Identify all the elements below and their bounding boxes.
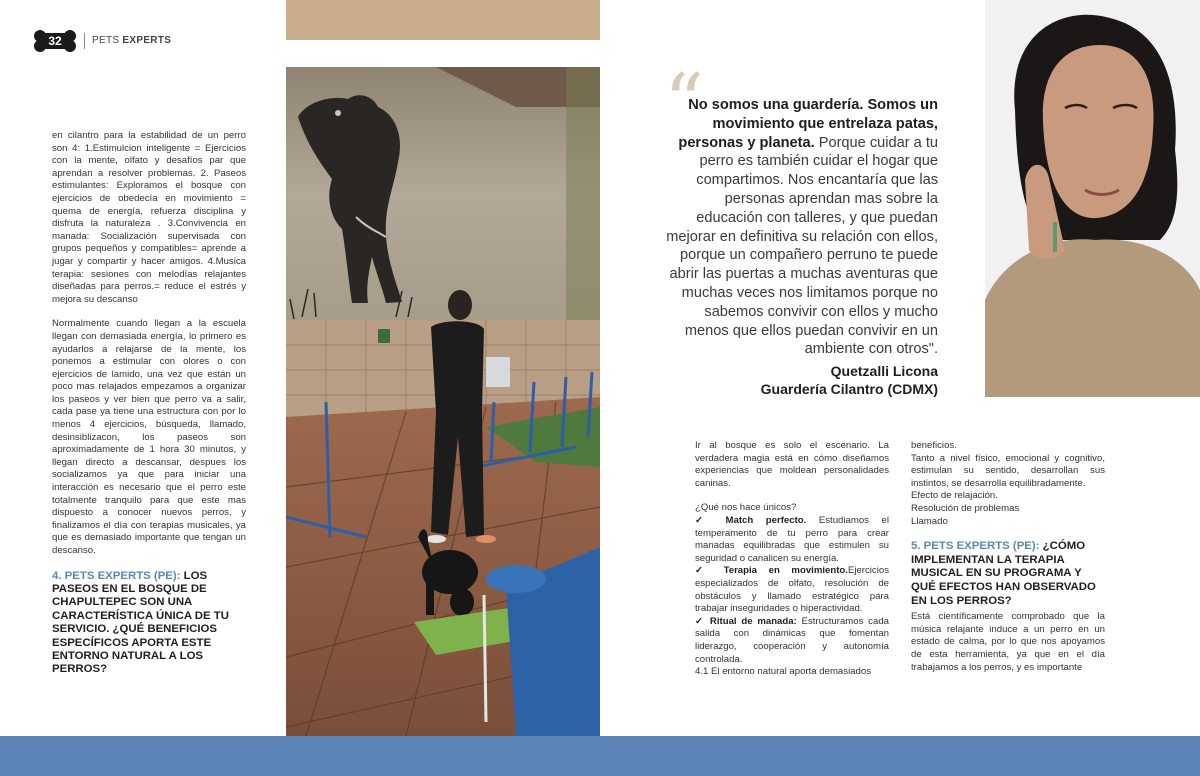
quote-author [662, 362, 938, 398]
right-text-column [911, 440, 1105, 674]
question-4-text: LOS PASEOS EN EL BOSQUE DE CHAPULTEPEC SON UNA CARACTERÍSTICA ÚNICA DE TU SERVICIO. ¿QUÉ BENEFICIOS ESPECÍFICOS APORTA ESTE ENTORNO NATURAL A LOS PERROS? [52, 569, 229, 676]
page-number: 32 [48, 34, 62, 48]
benefit-line-1: beneficios. [911, 440, 957, 451]
question-5-brand: 5. PETS EXPERTS (PE): [911, 540, 1040, 553]
author-name: Quetzalli Licona [830, 363, 938, 379]
point-4-1: 4.1 El entorno natural aporta demasiados [695, 666, 871, 678]
feature-item-1-text: Estudiamos el temperamento de tu perro para crear manadas equilibradas que estimulen su seguridad o canalicen su energía. [695, 514, 890, 564]
benefit-line-4: Resolución de problemas [911, 502, 1020, 514]
brand-bold: EXPERTS [122, 35, 172, 46]
left-paragraph-2: Normalmente cuando llegan a la escuela llegan con demasiada energía, lo primero es ayudarlos a relajarse de la mente, los ponemos a estimular con olores o con ejercicios de lamido, una vez que están un poco mas relajados empezamos a organizar los paseos y ver bien que perro va a salir, cada pase ya tiene una estructura con por lo menos 4 ejercicios, búsqueda, llamado, desinsiblizacon, los paseos son aproximadamente de 1 hora 30 minutos, y llegan directo a descansar, despues los socializamos ya que para iniciar una interacción es necesario que el perro este totalmente tranquilo para que este mas dispuesto a conocer nuevos perros, y finalizamos el día con terapias musicales, ya que es demasiado importante que tengan un descanso. [52, 318, 246, 556]
left-paragraph-1: en cilantro para la estabilidad de un perro son 4: 1.Estimulcion inteligente = Ejercicios con la mente, olfato y desafíos par que aprendan a resolver problemas. 2. Paseos estimulantes: Exploramos el bosque con ejercicios de obedecía en movimiento = quema de energía, refuerza disciplina y disfruta la naturaleza . 3.Convivencia en manada: Socialización supervisada con grupos pequeños y compatibles= aprende a jugar y compartir y hacer amigos. 4.Musica terapia: sesiones con melodías relajantes diseñadas para perros.= reduce el estrés y mejora su descanso [52, 130, 246, 305]
answer-5: Está científicamente comprobado que la música relajante induce a un perro en un estado de calma, por lo que nos apoyamos de esta herramienta, ya que en el día trabajamos a los perros, y es importante [911, 611, 1105, 673]
portrait-illustration [985, 0, 1200, 397]
benefit-line-5: Llamado [911, 515, 948, 527]
feature-item-2 [695, 565, 889, 615]
feature-item-1 [695, 515, 889, 565]
brand-light: PETS [92, 35, 120, 46]
quote-mark: “ [664, 58, 704, 148]
benefit-line-3: Efecto de relajación. [911, 490, 998, 502]
pull-quote [662, 96, 938, 359]
feature-item-3-label: ✓ Ritual de manada: [695, 615, 797, 627]
training-photo-illustration [286, 67, 600, 736]
feature-item-1-label: ✓ Match perfecto. [695, 514, 807, 526]
feature-item-2-label: ✓ Terapia en movimiento. [695, 565, 848, 577]
question-5-text: ¿CÓMO IMPLEMENTAN LA TERAPIA MUSICAL EN SU PROGRAMA Y QUÉ EFECTOS HAN OBSERVADO EN LOS PERROS? [911, 540, 1096, 607]
pull-quote-bold: No somos una guardería. Somos un movimiento que entrelaza patas, personas y planeta. [678, 97, 938, 151]
magazine-brand [92, 35, 171, 46]
middle-intro: Ir al bosque es solo el escenario. La verdadera magia está en cómo diseñamos experiencias que moldean personalidades caninas. [695, 440, 889, 489]
page-number-badge [34, 30, 76, 52]
feature-item-2-text: Ejercicios especializados de olfato, resolución de obstáculos y llamado estratégico para trabajar inseguridades o hiperactividad. [695, 565, 889, 615]
top-color-band [286, 0, 600, 40]
feature-item-3-text: Estructuramos cada salida con dinámicas que fomentan liderazgo, cooperación y autonomía controlada. [695, 615, 889, 665]
left-text-column [52, 130, 246, 689]
training-photo [286, 67, 600, 736]
author-org: Guardería Cilantro (CDMX) [760, 381, 938, 397]
pull-quote-regular: Porque cuidar a tu perro es también cuidar el hogar que compartimos. Nos encantaría que las personas aprendan mas sobre la educación con talleres, y que puedan mejorar en definitiva su relación con ellos, porque un compañero perruno te puede abrir las puertas a muchas aventuras que muchas veces nos limitamos porque no sabemos convivir con ellos y mucho menos que ellos puedan convivir en un ambiente con otros". [666, 134, 938, 358]
header-divider [84, 33, 85, 49]
benefit-line-2: Tanto a nivel físico, emocional y cognitivo, estimulan su sentido, desarrollan sus instintos, se desarrolla equilibradamente. [911, 452, 1105, 489]
feature-item-3 [695, 616, 889, 666]
bottom-color-band [0, 736, 1200, 776]
unique-question: ¿Qué nos hace únicos? [695, 502, 797, 514]
question-5-heading [911, 540, 1105, 608]
question-4-heading [52, 570, 246, 677]
portrait-photo [985, 0, 1200, 397]
question-4-brand: 4. PETS EXPERTS (PE): [52, 569, 181, 582]
middle-text-column [695, 440, 889, 679]
